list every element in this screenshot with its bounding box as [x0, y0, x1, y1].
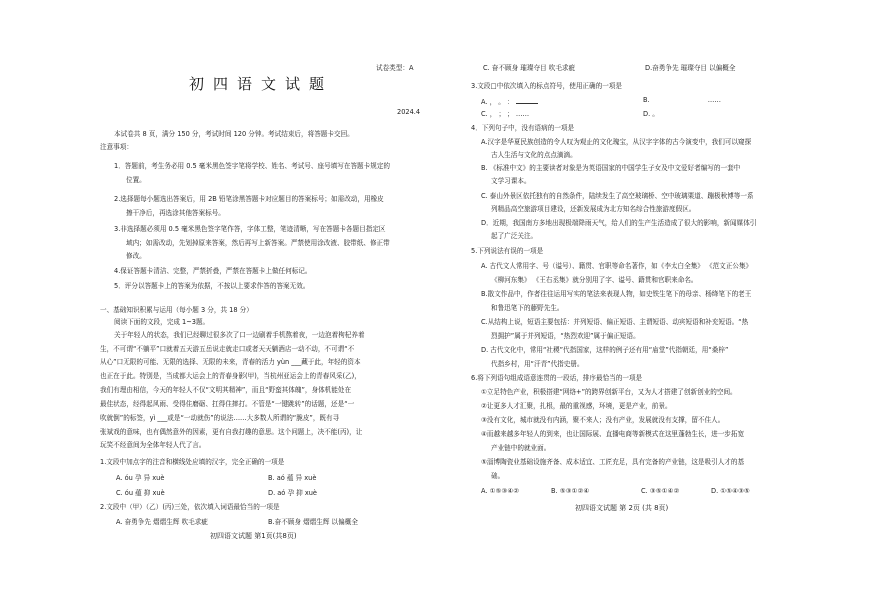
- option-line: A.汉字是华夏民族创造的令人叹为观止的文化瑰宝，从汉字字体的古今演变中，我们可以窥探: [481, 138, 752, 146]
- option-line: 列精品高空旅游项目建设，还新发展成为北方知名综合性旅游度假区。: [491, 205, 696, 213]
- option-b: B. ⑤③①②④: [551, 487, 590, 495]
- option-c: C. 奋不顾身 璀璨夺目 吹毛求疵: [483, 64, 576, 72]
- option-line: A. 古代文人常用字、号（谥号）、籍贯、官职等命名著作，如《李太白全集》 《范文正公集》: [481, 262, 753, 270]
- sentence-line: ③没有文化，城市就没有内涵，聚不来人；没有产业，发展就没有支撑，留不住人。: [481, 416, 725, 424]
- notice-line: 修改。: [126, 252, 146, 260]
- option-line: 古人生活与文化的点点滴滴。: [491, 151, 577, 159]
- page-footer: 初四语文试题 第 2页 (共 8页): [575, 504, 669, 512]
- option-a: A. 奋勇争先 熠熠生辉 吹毛求疵: [116, 518, 208, 526]
- page-title: 初四语文试题: [189, 75, 334, 93]
- notice-line: 位置。: [126, 176, 146, 184]
- passage-line: 最佳状态，经得起风雨、受得住磨砺、扛得住摔打。不管是“一键跳转”的话题，还是“一: [100, 400, 355, 408]
- notice-line: 擦干净后，再选涂其他答案标号。: [126, 209, 225, 217]
- exam-date: 2024.4: [397, 108, 421, 116]
- page-footer: 初四语文试题 第1页(共8页): [210, 532, 297, 540]
- sentence-line: 产业链中的就业面。: [491, 444, 551, 452]
- question-4: 4．下列句子中，没有语病的一项是: [471, 124, 575, 132]
- passage-line: 也正在于此。特别是，当成都大运会上的青春身影(甲)，当杭州亚运会上的青春风采(乙)，: [100, 372, 361, 380]
- sentence-line: ②让更多人才汇聚，扎根，最的重视感，环境，更是产业，前景。: [481, 402, 672, 410]
- option-d: D. ①⑤④③⑤: [711, 487, 750, 495]
- option-b: B.奋不顾身 熠熠生辉 以偏概全: [268, 518, 358, 526]
- sentence-line: ①立足特色产业，积极搭建“网络+”的跨界创新平台，又为人才搭建了创新创业的空间。: [481, 388, 737, 396]
- notice-line: 4.保证答题卡清洁、完整，严禁折叠，严禁在答题卡上做任何标记。: [114, 267, 312, 275]
- option-line: 文学习课本。: [491, 177, 531, 185]
- question-5: 5.下列说法有误的一项是: [471, 247, 544, 255]
- option-line: D. 古代文化中，常用“社稷”代指国家，这样的例子还有用“庙堂”代指朝廷，用“桑梓”: [481, 346, 729, 354]
- passage-line: 从心”口无限的可能、无限的选择、无限的未来，青春的活力 yùn ___藏于此，年轻的资本: [100, 358, 361, 366]
- option-line: 代指乡村，用“汗青”代指史册。: [491, 360, 584, 368]
- option-c: C. ， ； ； ……: [481, 110, 530, 118]
- option-line: 《柳河东集》 《王右丞集》就分别用了字、谥号、籍贯和官职来命名。: [491, 276, 698, 284]
- option-line: 烈拥护”属于并列短语，“热烈欢迎”属于偏正短语。: [491, 332, 640, 340]
- option-line: D．近期，我国南方多地出现极端降雨天气，给人们的生产生活造成了很大的影响，新闻媒体引: [481, 219, 757, 227]
- option-b: B. ……: [643, 96, 721, 104]
- question-2: 2.文段中（甲）（乙）(丙)三处，依次填入词语最恰当的一项是: [100, 503, 280, 511]
- passage-line: 关于年轻人的状态，我们已经聊过很多次了口一边刷着手机熬着夜，一边泡着枸杞养着: [114, 331, 365, 339]
- passage-line: 我们有理由相信，今天的年轻人不仅“文明其精神”，而且“野蛮其体魄”，身体机能处在: [100, 386, 352, 394]
- option-line: B. 《标准中文》的主要读者对象是为英语国家的中国学生子女及中文爱好者编写的一套中: [481, 164, 741, 172]
- passage-line: 玩笑不经意间为全体年轻人代了言。: [100, 441, 206, 449]
- option-line: C. 泰山外景区依托独有的自然条件，陆续发生了高空玻璃桥、空中玻璃栗道、蹦极秋博等一系: [481, 192, 754, 200]
- option-line: B.散文作品中，作者往往运用写实的笔法来表现人物，如史铁生笔下的母亲、杨绛笔下的老王: [481, 290, 752, 298]
- option-b: B. aó 蕴 异 xuè: [268, 474, 317, 482]
- exam-type-label: 试卷类型：A: [376, 64, 414, 72]
- passage-line: 生，不可谓“不躺平”口就着五天游五岳说走就走口或者天天躺酒店一动不动，不可谓“不: [100, 345, 355, 353]
- sentence-line: ⑤淄博陶瓷业基础设施齐备、成本适宜、工匠充足，具有完备的产业链，这是吸引人才的基: [481, 458, 745, 466]
- option-a: A. óu 孕 异 xuè: [116, 474, 165, 482]
- option-line: 和鲁迅笔下的藤野先生。: [491, 304, 564, 312]
- option-a: A. ①⑤③④②: [481, 487, 520, 495]
- option-d: D. 。: [643, 110, 659, 118]
- notice-label: 注意事项：: [100, 143, 133, 151]
- option-line: 起了广泛关注。: [491, 232, 538, 240]
- notice-line: 域内；如需改动，先划掉原来答案，然后再写上新答案。严禁使用涂改液、胶带纸、修正带: [126, 239, 390, 247]
- notice-line: 2.选择题每小题选出答案后，用 2B 铅笔涂黑答题卡对应题目的答案标号；如需改动，用橡皮: [114, 195, 384, 203]
- question-6: 6.将下列语句组成语意连贯的一段话，排序最恰当的一项是: [471, 374, 643, 382]
- question-3: 3.文段□中依次填入的标点符号，使用正确的一项是: [471, 82, 622, 90]
- notice-line: 3.非选择题必须用 0.5 毫米黑色签字笔作答，字体工整，笔迹清晰，写在答题卡各题目指定区: [114, 225, 386, 233]
- page-2: [445, 0, 870, 615]
- option-d: D. aó 孕 抑 xuè: [268, 489, 317, 497]
- reading-instruction: 阅读下面的文段，完成 1~3题。: [114, 318, 210, 326]
- notice-line: 5．评分以答题卡上的答案为依据，不按以上要求作答的答案无效。: [114, 282, 310, 290]
- question-1: 1.文段中加点字的注音和横线处应填的汉字，完全正确的一项是: [100, 458, 285, 466]
- passage-line: 张斌戏的意味，也有偶然意外的因素，更有自我打趣的意思。这个问题上，决不能(丙)，让: [100, 428, 363, 436]
- option-a: A. ， 。 ：: [481, 96, 538, 107]
- section-heading: 一、基础知识积累与运用（每小题 3 分，共 18 分）: [100, 306, 253, 314]
- sentence-line: ④而越来越多年轻人的到来，也让国际展、直播电商等新模式在这里蓬勃生长，进一步拓宽: [481, 430, 745, 438]
- option-c: C. ③⑤①④②: [641, 487, 680, 495]
- notice-line: 1．答题前，考生务必用 0.5 毫米黑色签字笔将学校、姓名、考试号、座号填写在答题卡规定的: [114, 162, 391, 170]
- sentence-line: 础。: [491, 472, 505, 480]
- passage-line: 吹就倒”的标签，yì ___或是“一动就伤”的说法……大多数人所谓的“脆皮”，既有寻: [100, 414, 340, 422]
- notice-intro: 本试卷共 8 页，满分 150 分，考试时间 120 分钟。考试结束后，将答题卡交回。: [114, 130, 354, 138]
- option-d: D.奋勇争先 璀璨夺目 以偏概全: [645, 64, 736, 72]
- option-c: C. óu 蕴 抑 xuè: [116, 489, 165, 497]
- option-line: C.从结构上说，短语主要包括：并列短语、偏正短语、主谓短语、动宾短语和补充短语。“热: [481, 318, 749, 326]
